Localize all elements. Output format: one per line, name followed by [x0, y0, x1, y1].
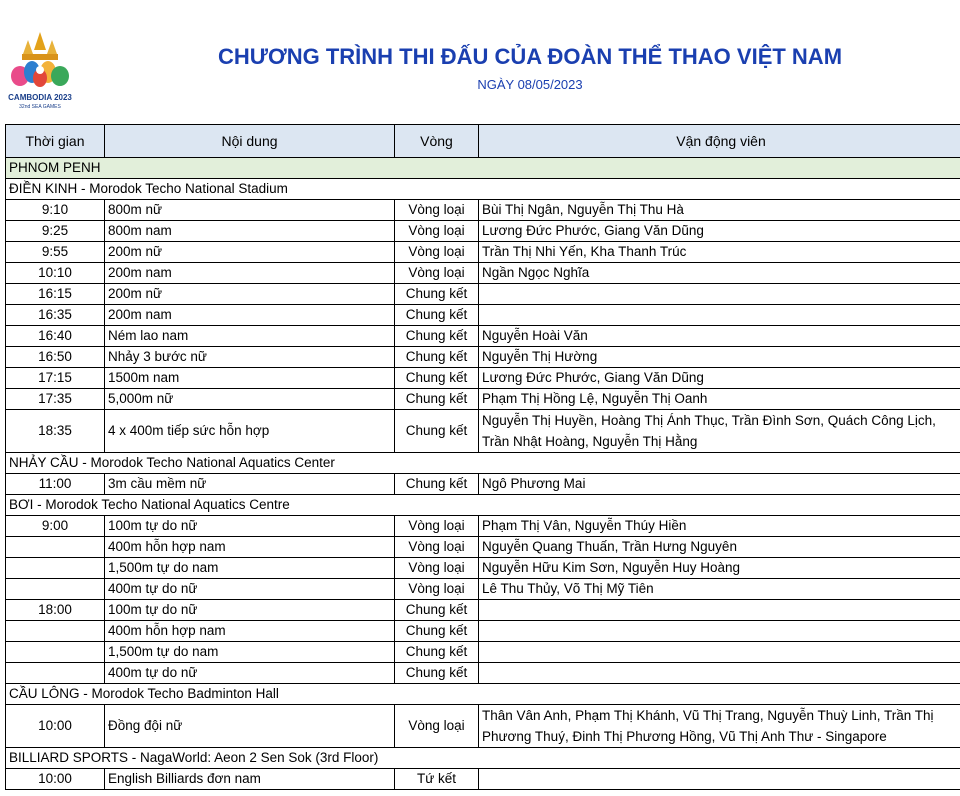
round-cell: Chung kết — [395, 347, 479, 368]
page-title: CHƯƠNG TRÌNH THI ĐẤU CỦA ĐOÀN THỂ THAO VIỆT NAM — [217, 44, 843, 69]
page-date: NGÀY 08/05/2023 — [477, 77, 583, 92]
round-cell: Vòng loại — [395, 263, 479, 284]
round-cell: Chung kết — [395, 389, 479, 410]
round-cell: Chung kết — [395, 305, 479, 326]
section-row — [6, 748, 960, 769]
content-cell: Đồng đội nữ — [105, 705, 395, 748]
athletes-cell — [479, 305, 960, 326]
content-cell: 800m nữ — [105, 200, 395, 221]
round-cell: Vòng loại — [395, 221, 479, 242]
table-row — [6, 537, 960, 558]
round-cell: Vòng loại — [395, 705, 479, 748]
table-row — [6, 305, 960, 326]
section-title: CẦU LÔNG - Morodok Techo Badminton Hall — [6, 684, 960, 705]
athletes-cell: Lê Thu Thủy, Võ Thị Mỹ Tiên — [479, 579, 960, 600]
athletes-cell — [479, 600, 960, 621]
content-cell: 200m nam — [105, 305, 395, 326]
content-cell: 1,500m tự do nam — [105, 558, 395, 579]
round-cell: Vòng loại — [395, 516, 479, 537]
round-cell: Vòng loại — [395, 537, 479, 558]
time-cell: 10:00 — [6, 705, 105, 748]
col-header-round: Vòng — [395, 125, 479, 158]
content-cell: 200m nữ — [105, 284, 395, 305]
round-cell: Vòng loại — [395, 579, 479, 600]
content-cell: 1500m nam — [105, 368, 395, 389]
content-cell: Ném lao nam — [105, 326, 395, 347]
time-cell: 10:10 — [6, 263, 105, 284]
round-cell: Chung kết — [395, 410, 479, 453]
table-row — [6, 221, 960, 242]
schedule-table — [5, 124, 960, 790]
time-cell: 16:40 — [6, 326, 105, 347]
city-row — [6, 158, 960, 179]
time-cell — [6, 642, 105, 663]
time-cell — [6, 537, 105, 558]
section-row — [6, 179, 960, 200]
col-header-athletes: Vận động viên — [479, 125, 960, 158]
content-cell: 800m nam — [105, 221, 395, 242]
table-row — [6, 326, 960, 347]
round-cell: Chung kết — [395, 621, 479, 642]
athletes-cell: Nguyễn Quang Thuấn, Trần Hưng Nguyên — [479, 537, 960, 558]
athletes-cell: Trần Thị Nhi Yến, Kha Thanh Trúc — [479, 242, 960, 263]
content-cell: 200m nam — [105, 263, 395, 284]
section-row — [6, 684, 960, 705]
content-cell: English Billiards đơn nam — [105, 769, 395, 790]
time-cell — [6, 579, 105, 600]
athletes-cell: Nguyễn Thị Huyền, Hoàng Thị Ánh Thục, Trần Đình Sơn, Quách Công Lịch, Trần Nhật Hoàng, Nguyễn Thị Hằng — [479, 410, 960, 453]
table-row — [6, 263, 960, 284]
content-cell: Nhảy 3 bước nữ — [105, 347, 395, 368]
table-row — [6, 410, 960, 453]
content-cell: 400m hỗn hợp nam — [105, 537, 395, 558]
round-cell: Chung kết — [395, 368, 479, 389]
table-row — [6, 284, 960, 305]
time-cell — [6, 663, 105, 684]
athletes-cell: Nguyễn Hoài Văn — [479, 326, 960, 347]
content-cell: 100m tự do nữ — [105, 516, 395, 537]
table-row — [6, 558, 960, 579]
time-cell: 16:50 — [6, 347, 105, 368]
round-cell: Vòng loại — [395, 242, 479, 263]
time-cell: 18:35 — [6, 410, 105, 453]
time-cell — [6, 558, 105, 579]
section-row — [6, 495, 960, 516]
table-row — [6, 242, 960, 263]
round-cell: Chung kết — [395, 326, 479, 347]
round-cell: Chung kết — [395, 600, 479, 621]
table-row — [6, 600, 960, 621]
round-cell: Chung kết — [395, 663, 479, 684]
athletes-cell: Ngô Phương Mai — [479, 474, 960, 495]
logo-subtext: 32nd SEA GAMES — [19, 104, 61, 110]
table-row — [6, 389, 960, 410]
time-cell: 18:00 — [6, 600, 105, 621]
time-cell: 17:35 — [6, 389, 105, 410]
time-cell: 9:55 — [6, 242, 105, 263]
city-label: PHNOM PENH — [6, 158, 960, 179]
table-row — [6, 200, 960, 221]
athletes-cell: Nguyễn Thị Hường — [479, 347, 960, 368]
content-cell: 400m tự do nữ — [105, 579, 395, 600]
content-cell: 3m cầu mềm nữ — [105, 474, 395, 495]
time-cell: 17:15 — [6, 368, 105, 389]
athletes-cell: Lương Đức Phước, Giang Văn Dũng — [479, 368, 960, 389]
athletes-cell — [479, 621, 960, 642]
section-title: BƠI - Morodok Techo National Aquatics Centre — [6, 495, 960, 516]
round-cell: Chung kết — [395, 284, 479, 305]
table-row — [6, 642, 960, 663]
round-cell: Chung kết — [395, 642, 479, 663]
section-title: NHẢY CẦU - Morodok Techo National Aquatics Center — [6, 453, 960, 474]
round-cell: Vòng loại — [395, 200, 479, 221]
time-cell: 9:25 — [6, 221, 105, 242]
athletes-cell — [479, 663, 960, 684]
table-row — [6, 516, 960, 537]
time-cell: 11:00 — [6, 474, 105, 495]
table-row — [6, 769, 960, 790]
athletes-cell — [479, 642, 960, 663]
col-header-time: Thời gian — [6, 125, 105, 158]
col-header-content: Nội dung — [105, 125, 395, 158]
sea-games-logo — [6, 32, 74, 118]
table-row — [6, 621, 960, 642]
athletes-cell — [479, 769, 960, 790]
section-row — [6, 453, 960, 474]
athletes-cell: Lương Đức Phước, Giang Văn Dũng — [479, 221, 960, 242]
table-row — [6, 474, 960, 495]
content-cell: 200m nữ — [105, 242, 395, 263]
round-cell: Chung kết — [395, 474, 479, 495]
round-cell: Tứ kết — [395, 769, 479, 790]
table-row — [6, 579, 960, 600]
content-cell: 100m tự do nữ — [105, 600, 395, 621]
content-cell: 4 x 400m tiếp sức hỗn hợp — [105, 410, 395, 453]
time-cell: 16:15 — [6, 284, 105, 305]
section-title: BILLIARD SPORTS - NagaWorld: Aeon 2 Sen Sok (3rd Floor) — [6, 748, 960, 769]
athletes-cell: Thân Vân Anh, Phạm Thị Khánh, Vũ Thị Trang, Nguyễn Thuỳ Linh, Trần Thị Phương Thuý, Đinh Thị Phương Hồng, Vũ Thị Anh Thư - Singapore — [479, 705, 960, 748]
time-cell — [6, 621, 105, 642]
content-cell: 400m tự do nữ — [105, 663, 395, 684]
content-cell: 1,500m tự do nam — [105, 642, 395, 663]
athletes-cell: Phạm Thị Vân, Nguyễn Thúy Hiền — [479, 516, 960, 537]
round-cell: Vòng loại — [395, 558, 479, 579]
athletes-cell: Nguyễn Hữu Kim Sơn, Nguyễn Huy Hoàng — [479, 558, 960, 579]
table-row — [6, 663, 960, 684]
logo-text: CAMBODIA 2023 — [8, 93, 72, 102]
section-title: ĐIỀN KINH - Morodok Techo National Stadium — [6, 179, 960, 200]
table-header-row — [6, 125, 960, 158]
table-row — [6, 705, 960, 748]
athletes-cell: Phạm Thị Hồng Lệ, Nguyễn Thị Oanh — [479, 389, 960, 410]
time-cell: 10:00 — [6, 769, 105, 790]
athletes-cell: Ngần Ngọc Nghĩa — [479, 263, 960, 284]
table-row — [6, 347, 960, 368]
table-row — [6, 368, 960, 389]
time-cell: 9:00 — [6, 516, 105, 537]
content-cell: 400m hỗn hợp nam — [105, 621, 395, 642]
athletes-cell: Bùi Thị Ngân, Nguyễn Thị Thu Hà — [479, 200, 960, 221]
time-cell: 9:10 — [6, 200, 105, 221]
content-cell: 5,000m nữ — [105, 389, 395, 410]
time-cell: 16:35 — [6, 305, 105, 326]
athletes-cell — [479, 284, 960, 305]
